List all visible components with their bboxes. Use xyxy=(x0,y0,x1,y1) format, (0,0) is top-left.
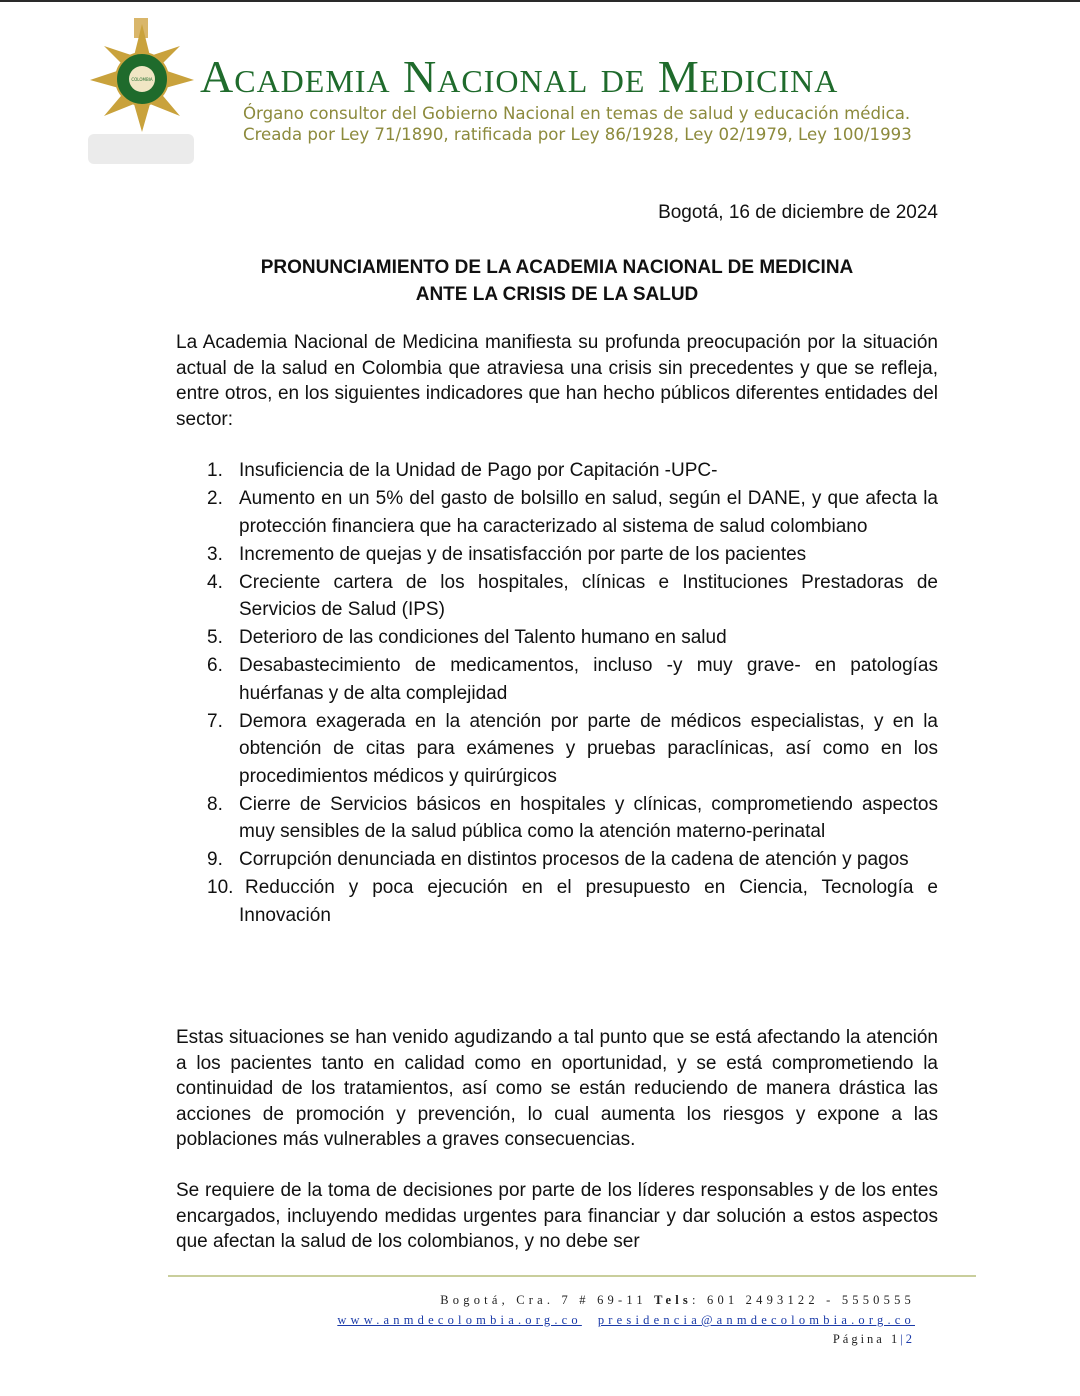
organization-subtitle: Órgano consultor del Gobierno Nacional en temas de salud y educación médica. xyxy=(243,104,911,123)
title-line-1: PRONUNCIAMIENTO DE LA ACADEMIA NACIONAL DE MEDICINA xyxy=(260,257,854,278)
top-border xyxy=(0,0,1080,2)
document-title xyxy=(176,254,938,308)
list-item: 4. Creciente cartera de los hospitales, clínicas e Instituciones Prestadoras de Servicios de Salud (IPS) xyxy=(207,571,938,620)
document-date: Bogotá, 16 de diciembre de 2024 xyxy=(658,202,938,223)
title-line-2: ANTE LA CRISIS DE LA SALUD xyxy=(415,284,699,305)
organization-laws: Creada por Ley 71/1890, ratificada por Ley 86/1928, Ley 02/1979, Ley 100/1993 xyxy=(243,125,912,144)
academy-seal-logo xyxy=(86,16,198,166)
list-item: 3. Incremento de quejas y de insatisfacción por parte de los pacientes xyxy=(207,543,807,565)
indicators-list xyxy=(176,457,938,930)
list-item: 5. Deterioro de las condiciones del Talento humano en salud xyxy=(207,627,727,648)
current-page: 1 xyxy=(890,1332,901,1346)
list-item: 9. Corrupción denunciada en distintos procesos de la cadena de atención y pagos xyxy=(207,849,909,870)
list-item: 7. Demora exagerada en la atención por parte de médicos especialistas, y en la obtención de citas para exámenes y pruebas paraclínicas, así como en los procedimientos médicos y quirúrgicos xyxy=(207,710,938,787)
list-item: 8. Cierre de Servicios básicos en hospitales y clínicas, comprometiendo aspectos muy sensibles de la salud pública como la atención materno-perinatal xyxy=(207,793,938,842)
footer-divider xyxy=(168,1275,976,1277)
page-number: Página 1|2 xyxy=(832,1332,915,1346)
website-link[interactable]: www.anmdecolombia.org.co xyxy=(337,1313,582,1327)
footer-address: Bogotá, Cra. 7 # 69-11 Tels: 601 2493122 - 5550555 xyxy=(440,1293,915,1307)
total-pages: 2 xyxy=(905,1332,915,1346)
organization-name: Academia Nacional de Medicina xyxy=(200,51,839,102)
list-item: 2. Aumento en un 5% del gasto de bolsillo en salud, según el DANE, y que afecta la protección financiera que ha caracterizado al sistema de salud colombiano xyxy=(207,488,938,537)
list-item: 6. Desabastecimiento de medicamentos, incluso -y muy grave- en patologías huérfanas y de alta complejidad xyxy=(207,655,938,704)
tels-label: Tels xyxy=(654,1293,692,1307)
email-link[interactable]: presidencia@anmdecolombia.org.co xyxy=(597,1313,915,1327)
svg-text:COLOMBIA: COLOMBIA xyxy=(131,77,153,82)
footer-links xyxy=(337,1313,915,1328)
body-paragraph-2: Estas situaciones se han venido agudizando a tal punto que se está afectando la atención a los pacientes tanto en calidad como en oportunidad, y se está comprometiendo la continuidad de los tratamientos, así como se están reduciendo de manera drástica las acciones de promoción y prevención, lo cual aumenta los riesgos y expone a las poblaciones más vulnerables a graves consecuencias. xyxy=(176,1027,938,1150)
body-paragraph-3: Se requiere de la toma de decisiones por parte de los líderes responsables y de los entes encargados, incluyendo medidas urgentes para financiar y dar solución a estos aspectos que afectan la salud de los colombianos, y no debe ser xyxy=(176,1180,938,1252)
intro-paragraph: La Academia Nacional de Medicina manifiesta su profunda preocupación por la situación actual de la salud en Colombia que atraviesa una crisis sin precedentes y que se refleja, entre otros, en los siguientes indicadores que han hecho públicos diferentes entidades del sector: xyxy=(176,332,938,430)
list-item: 1. Insuficiencia de la Unidad de Pago por Capitación -UPC- xyxy=(207,460,718,481)
list-item: 10. Reducción y poca ejecución en el presupuesto en Ciencia, Tecnología e Innovación xyxy=(207,877,938,926)
